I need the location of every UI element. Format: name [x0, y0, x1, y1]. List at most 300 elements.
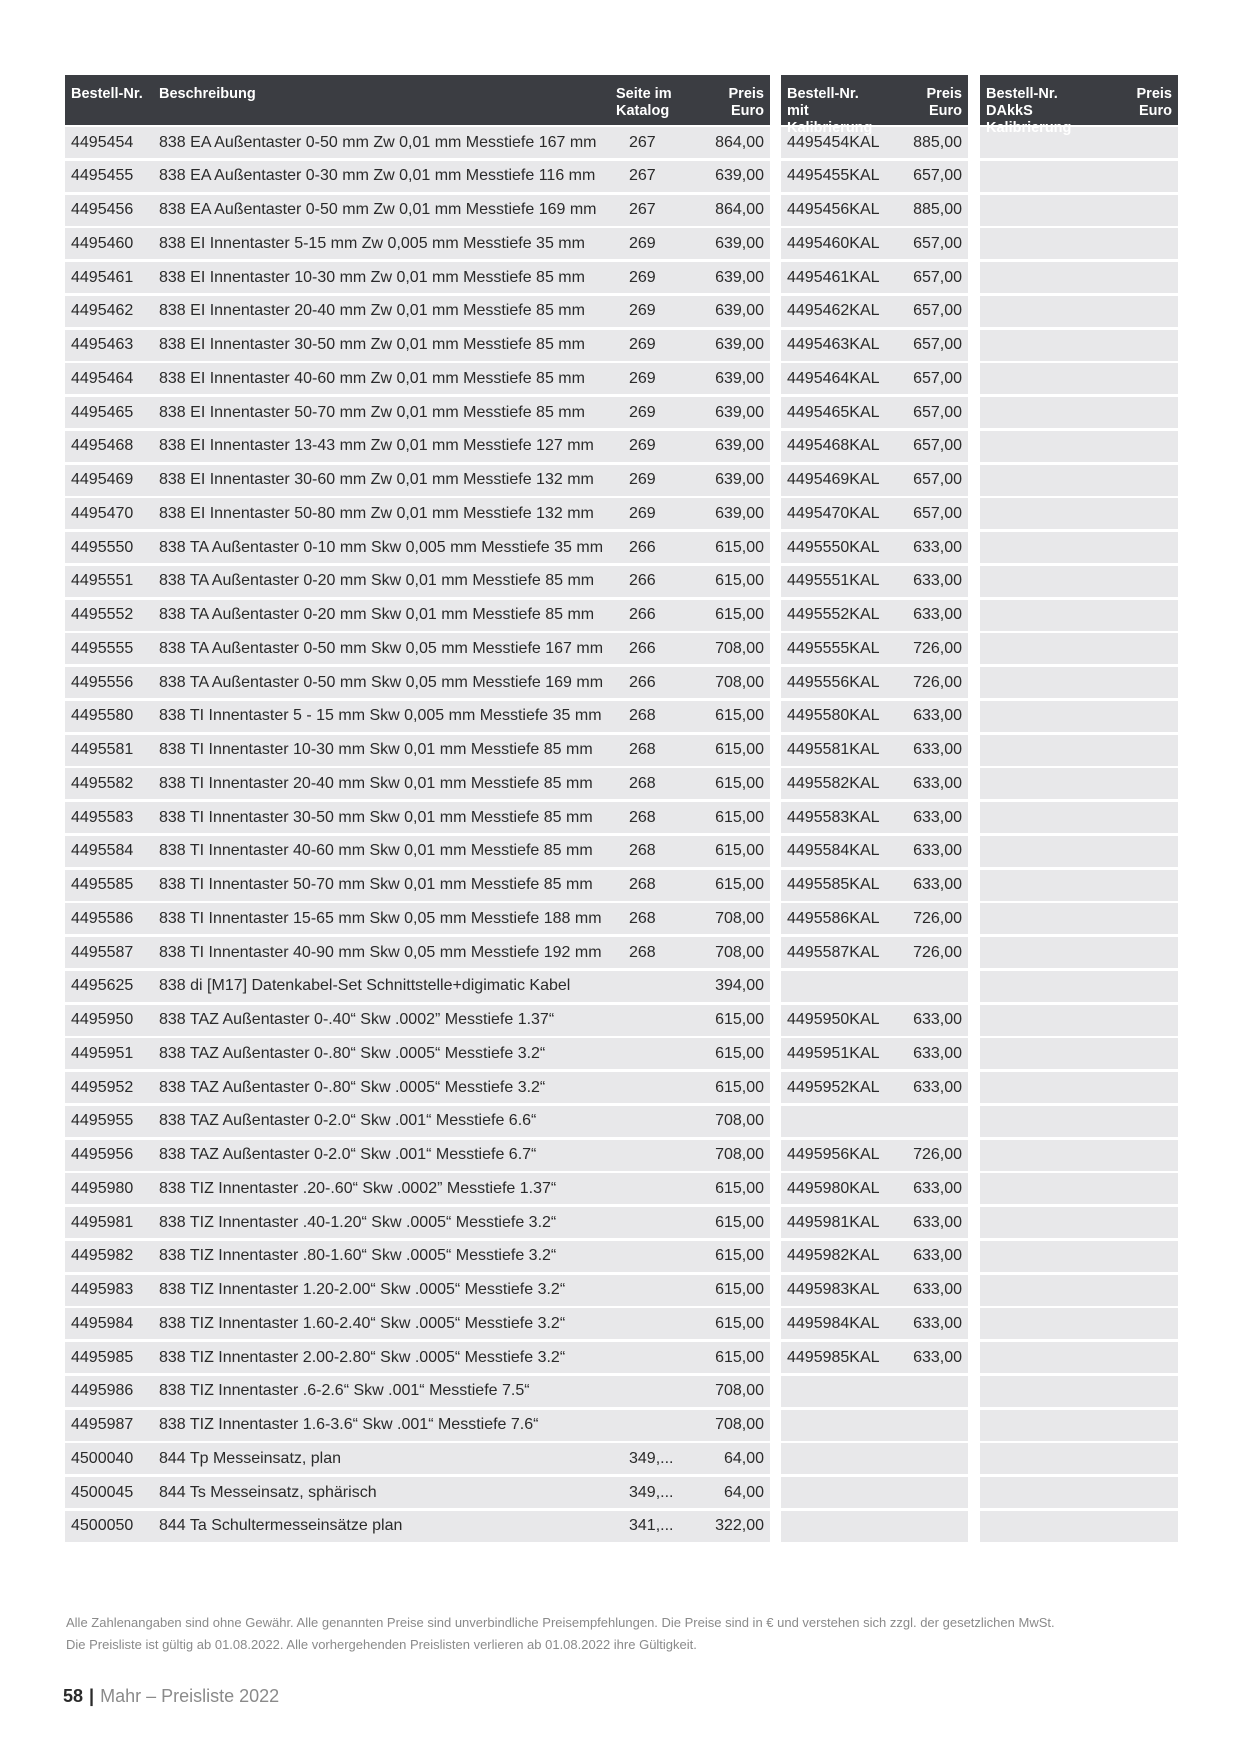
- kal-nr-cell: 4495454KAL: [787, 133, 880, 151]
- kal-nr-cell: 4495464KAL: [787, 369, 880, 387]
- beschreibung-cell: 838 TA Außentaster 0-20 mm Skw 0,01 mm Messtiefe 85 mm: [159, 572, 595, 590]
- dakks-row: [980, 1342, 1178, 1373]
- table-row: [65, 937, 770, 968]
- beschreibung-cell: 838 TAZ Außentaster 0-.80“ Skw .0005“ Messtiefe 3.2“: [159, 1078, 546, 1096]
- dakks-row: [980, 971, 1178, 1002]
- seite-cell: 268: [629, 774, 656, 792]
- beschreibung-cell: 838 TI Innentaster 5 - 15 mm Skw 0,005 mm Messtiefe 35 mm: [159, 707, 602, 725]
- preis-cell: 639,00: [715, 369, 764, 387]
- header-seite-line2: Katalog: [616, 103, 670, 119]
- table-row: [65, 127, 770, 158]
- calibration-row: [781, 1275, 968, 1306]
- calibration-row: [781, 1106, 968, 1137]
- preis-cell: 639,00: [715, 437, 764, 455]
- calibration-row: [781, 330, 968, 361]
- dakks-row: [980, 903, 1178, 934]
- calibration-row: [781, 1376, 968, 1407]
- calibration-row: [781, 768, 968, 799]
- dakks-row: [980, 1376, 1178, 1407]
- seite-cell: 267: [629, 201, 656, 218]
- beschreibung-cell: 838 TAZ Außentaster 0-2.0“ Skw .001“ Messtiefe 6.6“: [159, 1112, 537, 1130]
- kal-preis-cell: 657,00: [913, 369, 962, 387]
- calibration-row: [781, 667, 968, 698]
- kal-preis-cell: 633,00: [913, 808, 962, 826]
- calibration-row: [781, 465, 968, 496]
- kal-preis-cell: 657,00: [913, 167, 962, 185]
- table-row: [65, 1241, 770, 1272]
- preis-cell: 615,00: [715, 606, 764, 623]
- table-row: [65, 1005, 770, 1036]
- table-row: [65, 1173, 770, 1204]
- header-kal-nr: [781, 86, 903, 137]
- bestell-nr-cell: 4495469: [71, 471, 134, 488]
- bestell-nr-cell: 4495465: [71, 403, 134, 421]
- kal-nr-cell: 4495460KAL: [787, 234, 880, 252]
- table-row: [65, 1207, 770, 1238]
- kal-nr-cell: 4495585KAL: [787, 876, 880, 893]
- calibration-row: [781, 397, 968, 428]
- dakks-row: [980, 802, 1178, 833]
- dakks-row: [980, 633, 1178, 664]
- bestell-nr-cell: 4495580: [71, 707, 134, 725]
- dakks-row: [980, 195, 1178, 226]
- calibration-row: [781, 1241, 968, 1272]
- kal-preis-cell: 633,00: [913, 538, 962, 556]
- beschreibung-cell: 838 TA Außentaster 0-10 mm Skw 0,005 mm Messtiefe 35 mm: [159, 538, 604, 556]
- dakks-row: [980, 296, 1178, 327]
- beschreibung-cell: 844 Ts Messeinsatz, sphärisch: [159, 1483, 377, 1501]
- kal-nr-cell: 4495555KAL: [787, 639, 880, 657]
- seite-cell: 267: [629, 167, 656, 185]
- dakks-row: [980, 1038, 1178, 1069]
- header-kal-preis-line1: Preis: [926, 86, 962, 102]
- dakks-table-header: [980, 75, 1178, 136]
- kal-nr-cell: 4495950KAL: [787, 1011, 880, 1028]
- bestell-nr-cell: 4495470: [71, 504, 134, 522]
- seite-cell: 269: [629, 336, 656, 353]
- table-row: [65, 228, 770, 259]
- bestell-nr-cell: 4495456: [71, 201, 134, 218]
- kal-nr-cell: 4495981KAL: [787, 1213, 880, 1231]
- table-row: [65, 330, 770, 361]
- dakks-row: [980, 735, 1178, 766]
- table-row: [65, 431, 770, 462]
- seite-cell: 266: [629, 606, 656, 623]
- table-row: [65, 600, 770, 631]
- kal-preis-cell: 633,00: [913, 1314, 962, 1332]
- seite-cell: 268: [629, 808, 656, 826]
- preis-cell: 708,00: [715, 639, 764, 657]
- kal-nr-cell: 4495982KAL: [787, 1247, 880, 1265]
- dakks-row: [980, 701, 1178, 732]
- bestell-nr-cell: 4495985: [71, 1348, 134, 1366]
- calibration-row: [781, 1038, 968, 1069]
- table-row: [65, 701, 770, 732]
- dakks-row: [980, 1511, 1178, 1542]
- dakks-row: [980, 1477, 1178, 1508]
- preis-cell: 64,00: [723, 1449, 764, 1467]
- kal-preis-cell: 633,00: [913, 572, 962, 590]
- dakks-row: [980, 1106, 1178, 1137]
- bestell-nr-cell: 4495955: [71, 1112, 134, 1130]
- table-row: [65, 1308, 770, 1339]
- calibration-row: [781, 836, 968, 867]
- kal-nr-cell: 4495983KAL: [787, 1281, 880, 1298]
- table-row: [65, 1140, 770, 1171]
- header-seite-line1: Seite im: [616, 86, 672, 102]
- seite-cell: 269: [629, 268, 656, 286]
- preis-cell: 615,00: [715, 1348, 764, 1366]
- calibration-row: [781, 431, 968, 462]
- calibration-row: [781, 1511, 968, 1542]
- footnote-line1: Alle Zahlenangaben sind ohne Gewähr. Alle genannten Preise sind unverbindliche Preisempfehlungen. Die Preise sind in € und verstehen sich zzgl. der gesetzlichen MwSt.: [66, 1615, 1055, 1630]
- preis-cell: 615,00: [715, 1044, 764, 1062]
- dakks-row: [980, 262, 1178, 293]
- footnote: [66, 1612, 1176, 1656]
- header-kal-nr-line1: Bestell-Nr.: [787, 86, 859, 102]
- kal-nr-cell: 4495584KAL: [787, 842, 880, 860]
- preis-cell: 864,00: [715, 201, 764, 218]
- kal-nr-cell: 4495581KAL: [787, 741, 880, 758]
- kal-preis-cell: 633,00: [913, 741, 962, 758]
- header-beschreibung: Beschreibung: [159, 86, 256, 102]
- header-kal-preis: [903, 86, 968, 120]
- seite-cell: 266: [629, 639, 656, 657]
- calibration-row: [781, 903, 968, 934]
- dakks-row: [980, 161, 1178, 192]
- kal-preis-cell: 657,00: [913, 268, 962, 286]
- kal-preis-cell: 657,00: [913, 471, 962, 488]
- header-dakks-nr: [980, 86, 1128, 137]
- kal-nr-cell: 4495583KAL: [787, 808, 880, 826]
- calibration-row: [781, 1410, 968, 1441]
- calibration-row: [781, 1173, 968, 1204]
- bestell-nr-cell: 4495551: [71, 572, 134, 590]
- kal-preis-cell: 657,00: [913, 302, 962, 320]
- dakks-row: [980, 1005, 1178, 1036]
- kal-nr-cell: 4495456KAL: [787, 201, 880, 218]
- table-row: [65, 532, 770, 563]
- dakks-row: [980, 397, 1178, 428]
- kal-preis-cell: 633,00: [913, 774, 962, 792]
- table-row: [65, 1443, 770, 1474]
- table-row: [65, 195, 770, 226]
- bestell-nr-cell: 4495984: [71, 1314, 134, 1332]
- bestell-nr-cell: 4495625: [71, 977, 134, 995]
- kal-nr-cell: 4495468KAL: [787, 437, 880, 455]
- beschreibung-cell: 838 TI Innentaster 40-90 mm Skw 0,05 mm Messtiefe 192 mm: [159, 943, 602, 961]
- bestell-nr-cell: 4495950: [71, 1011, 134, 1028]
- bestell-nr-cell: 4495468: [71, 437, 134, 455]
- bestell-nr-cell: 4495981: [71, 1213, 134, 1231]
- preis-cell: 394,00: [715, 977, 764, 995]
- seite-cell: 341,...: [629, 1517, 674, 1535]
- dakks-row: [980, 363, 1178, 394]
- table-row: [65, 161, 770, 192]
- seite-cell: 269: [629, 471, 656, 488]
- seite-cell: 349,...: [629, 1449, 674, 1467]
- seite-cell: 268: [629, 707, 656, 725]
- kal-nr-cell: 4495556KAL: [787, 673, 880, 691]
- table-row: [65, 296, 770, 327]
- price-table-body: [65, 127, 770, 1542]
- beschreibung-cell: 838 TI Innentaster 50-70 mm Skw 0,01 mm Messtiefe 85 mm: [159, 876, 593, 893]
- header-dakks-nr-line1: Bestell-Nr.: [986, 86, 1058, 102]
- preis-cell: 615,00: [715, 1247, 764, 1265]
- preis-cell: 615,00: [715, 774, 764, 792]
- beschreibung-cell: 838 TAZ Außentaster 0-.40“ Skw .0002” Messtiefe 1.37“: [159, 1011, 555, 1028]
- seite-cell: 266: [629, 572, 656, 590]
- bestell-nr-cell: 4500045: [71, 1483, 134, 1501]
- preis-cell: 639,00: [715, 336, 764, 353]
- beschreibung-cell: 838 EI Innentaster 10-30 mm Zw 0,01 mm Messtiefe 85 mm: [159, 268, 585, 286]
- kal-preis-cell: 657,00: [913, 234, 962, 252]
- bestell-nr-cell: 4495462: [71, 302, 134, 320]
- preis-cell: 64,00: [723, 1483, 764, 1501]
- kal-preis-cell: 885,00: [913, 201, 962, 218]
- dakks-row: [980, 532, 1178, 563]
- table-row: [65, 1477, 770, 1508]
- calibration-row: [781, 1308, 968, 1339]
- table-row: [65, 870, 770, 901]
- dakks-row: [980, 1140, 1178, 1171]
- preis-cell: 615,00: [715, 876, 764, 893]
- seite-cell: 269: [629, 403, 656, 421]
- preis-cell: 615,00: [715, 842, 764, 860]
- seite-cell: 268: [629, 909, 656, 927]
- preis-cell: 615,00: [715, 1281, 764, 1298]
- beschreibung-cell: 838 EI Innentaster 50-70 mm Zw 0,01 mm Messtiefe 85 mm: [159, 403, 585, 421]
- beschreibung-cell: 838 TI Innentaster 10-30 mm Skw 0,01 mm Messtiefe 85 mm: [159, 741, 593, 758]
- table-row: [65, 465, 770, 496]
- table-row: [65, 971, 770, 1002]
- calibration-row: [781, 633, 968, 664]
- dakks-row: [980, 228, 1178, 259]
- table-row: [65, 667, 770, 698]
- calibration-row: [781, 228, 968, 259]
- table-row: [65, 903, 770, 934]
- calibration-row: [781, 802, 968, 833]
- bestell-nr-cell: 4495552: [71, 606, 134, 623]
- bestell-nr-cell: 4495464: [71, 369, 134, 387]
- bestell-nr-cell: 4495461: [71, 268, 134, 286]
- kal-preis-cell: 633,00: [913, 1179, 962, 1197]
- bestell-nr-cell: 4495463: [71, 336, 134, 353]
- kal-nr-cell: 4495470KAL: [787, 504, 880, 522]
- kal-preis-cell: 657,00: [913, 437, 962, 455]
- kal-nr-cell: 4495586KAL: [787, 909, 880, 927]
- calibration-table: [781, 75, 968, 1545]
- kal-preis-cell: 633,00: [913, 1281, 962, 1298]
- calibration-row: [781, 1342, 968, 1373]
- kal-preis-cell: 633,00: [913, 1044, 962, 1062]
- dakks-row: [980, 768, 1178, 799]
- dakks-row: [980, 1410, 1178, 1441]
- seite-cell: 268: [629, 741, 656, 758]
- table-row: [65, 1275, 770, 1306]
- kal-preis-cell: 633,00: [913, 876, 962, 893]
- beschreibung-cell: 838 di [M17] Datenkabel-Set Schnittstelle+digimatic Kabel: [159, 977, 571, 995]
- dakks-row: [980, 1275, 1178, 1306]
- preis-cell: 708,00: [715, 909, 764, 927]
- beschreibung-cell: 838 EI Innentaster 5-15 mm Zw 0,005 mm Messtiefe 35 mm: [159, 234, 585, 252]
- dakks-row: [980, 1207, 1178, 1238]
- kal-nr-cell: 4495465KAL: [787, 403, 880, 421]
- table-row: [65, 1342, 770, 1373]
- preis-cell: 615,00: [715, 538, 764, 556]
- dakks-row: [980, 498, 1178, 529]
- footer-title: Mahr – Preisliste 2022: [100, 1686, 280, 1706]
- seite-cell: 269: [629, 234, 656, 252]
- beschreibung-cell: 838 TIZ Innentaster .6-2.6“ Skw .001“ Messtiefe 7.5“: [159, 1382, 530, 1400]
- kal-preis-cell: 633,00: [913, 1078, 962, 1096]
- calibration-row: [781, 1140, 968, 1171]
- kal-nr-cell: 4495951KAL: [787, 1044, 880, 1062]
- bestell-nr-cell: 4495982: [71, 1247, 134, 1265]
- preis-cell: 639,00: [715, 403, 764, 421]
- calibration-table-header: [781, 75, 968, 136]
- kal-nr-cell: 4495551KAL: [787, 572, 880, 590]
- table-row: [65, 566, 770, 597]
- preis-cell: 708,00: [715, 1112, 764, 1130]
- preis-cell: 615,00: [715, 707, 764, 725]
- dakks-row: [980, 566, 1178, 597]
- seite-cell: 269: [629, 437, 656, 455]
- beschreibung-cell: 838 EA Außentaster 0-50 mm Zw 0,01 mm Messtiefe 167 mm: [159, 133, 597, 151]
- preis-cell: 708,00: [715, 1382, 764, 1400]
- header-dakks-preis-line2: Euro: [1138, 103, 1172, 119]
- footer-separator: |: [89, 1686, 95, 1706]
- bestell-nr-cell: 4495454: [71, 133, 134, 151]
- kal-nr-cell: 4495455KAL: [787, 167, 880, 185]
- seite-cell: 269: [629, 302, 656, 320]
- preis-cell: 708,00: [715, 1146, 764, 1163]
- header-kal-nr-line2: mit Kalibrierung: [787, 103, 873, 136]
- bestell-nr-cell: 4495460: [71, 234, 134, 252]
- table-row: [65, 1511, 770, 1542]
- dakks-row: [980, 465, 1178, 496]
- preis-cell: 322,00: [715, 1517, 764, 1535]
- preis-cell: 639,00: [715, 471, 764, 488]
- bestell-nr-cell: 4495587: [71, 943, 134, 961]
- seite-cell: 349,...: [629, 1483, 674, 1501]
- table-row: [65, 735, 770, 766]
- calibration-row: [781, 532, 968, 563]
- bestell-nr-cell: 4495987: [71, 1416, 134, 1433]
- table-row: [65, 768, 770, 799]
- seite-cell: 266: [629, 673, 656, 691]
- bestell-nr-cell: 4495550: [71, 538, 134, 556]
- table-row: [65, 836, 770, 867]
- beschreibung-cell: 838 TIZ Innentaster 2.00-2.80“ Skw .0005“ Messtiefe 3.2“: [159, 1348, 566, 1366]
- kal-preis-cell: 885,00: [913, 133, 962, 151]
- bestell-nr-cell: 4495951: [71, 1044, 134, 1062]
- bestell-nr-cell: 4495581: [71, 741, 134, 758]
- beschreibung-cell: 844 Ta Schultermesseinsätze plan: [159, 1517, 403, 1535]
- kal-preis-cell: 657,00: [913, 504, 962, 522]
- page-number: 58: [63, 1686, 84, 1706]
- kal-preis-cell: 726,00: [913, 639, 962, 657]
- beschreibung-cell: 838 EA Außentaster 0-50 mm Zw 0,01 mm Messtiefe 169 mm: [159, 201, 597, 218]
- table-row: [65, 1038, 770, 1069]
- dakks-row: [980, 937, 1178, 968]
- dakks-row: [980, 667, 1178, 698]
- seite-cell: 266: [629, 538, 656, 556]
- calibration-row: [781, 971, 968, 1002]
- calibration-row: [781, 296, 968, 327]
- preis-cell: 615,00: [715, 1213, 764, 1231]
- page-footer: [63, 1686, 279, 1707]
- calibration-row: [781, 498, 968, 529]
- seite-cell: 268: [629, 842, 656, 860]
- beschreibung-cell: 838 TA Außentaster 0-50 mm Skw 0,05 mm Messtiefe 167 mm: [159, 639, 604, 657]
- kal-preis-cell: 657,00: [913, 336, 962, 353]
- table-row: [65, 262, 770, 293]
- bestell-nr-cell: 4495455: [71, 167, 134, 185]
- kal-preis-cell: 726,00: [913, 673, 962, 691]
- kal-preis-cell: 726,00: [913, 909, 962, 927]
- calibration-row: [781, 1072, 968, 1103]
- price-table: [65, 75, 770, 1545]
- kal-nr-cell: 4495582KAL: [787, 774, 880, 792]
- dakks-table-body: [980, 127, 1178, 1542]
- seite-cell: 269: [629, 504, 656, 522]
- beschreibung-cell: 838 TIZ Innentaster .20-.60“ Skw .0002” Messtiefe 1.37“: [159, 1179, 557, 1197]
- header-dakks-preis: [1128, 86, 1178, 120]
- kal-preis-cell: 633,00: [913, 1348, 962, 1366]
- calibration-row: [781, 1443, 968, 1474]
- dakks-row: [980, 836, 1178, 867]
- bestell-nr-cell: 4495952: [71, 1078, 134, 1096]
- dakks-row: [980, 1072, 1178, 1103]
- beschreibung-cell: 838 EA Außentaster 0-30 mm Zw 0,01 mm Messtiefe 116 mm: [159, 167, 596, 185]
- bestell-nr-cell: 4495582: [71, 774, 134, 792]
- calibration-row: [781, 701, 968, 732]
- beschreibung-cell: 838 TAZ Außentaster 0-2.0“ Skw .001“ Messtiefe 6.7“: [159, 1146, 537, 1163]
- preis-cell: 615,00: [715, 741, 764, 758]
- calibration-row: [781, 566, 968, 597]
- beschreibung-cell: 838 TIZ Innentaster .80-1.60“ Skw .0005“ Messtiefe 3.2“: [159, 1247, 557, 1265]
- preis-cell: 615,00: [715, 1011, 764, 1028]
- beschreibung-cell: 838 EI Innentaster 30-50 mm Zw 0,01 mm Messtiefe 85 mm: [159, 336, 585, 353]
- dakks-row: [980, 431, 1178, 462]
- bestell-nr-cell: 4495584: [71, 842, 134, 860]
- table-row: [65, 1106, 770, 1137]
- beschreibung-cell: 838 TAZ Außentaster 0-.80“ Skw .0005“ Messtiefe 3.2“: [159, 1044, 546, 1062]
- beschreibung-cell: 838 TIZ Innentaster 1.20-2.00“ Skw .0005“ Messtiefe 3.2“: [159, 1281, 566, 1298]
- beschreibung-cell: 838 TI Innentaster 15-65 mm Skw 0,05 mm Messtiefe 188 mm: [159, 909, 602, 927]
- preis-cell: 615,00: [715, 1078, 764, 1096]
- preis-cell: 615,00: [715, 1179, 764, 1197]
- kal-preis-cell: 726,00: [913, 943, 962, 961]
- calibration-table-body: [781, 127, 968, 1542]
- beschreibung-cell: 838 EI Innentaster 13-43 mm Zw 0,01 mm Messtiefe 127 mm: [159, 437, 594, 455]
- kal-preis-cell: 633,00: [913, 842, 962, 860]
- table-row: [65, 802, 770, 833]
- dakks-row: [980, 1308, 1178, 1339]
- beschreibung-cell: 838 TIZ Innentaster .40-1.20“ Skw .0005“ Messtiefe 3.2“: [159, 1213, 557, 1231]
- beschreibung-cell: 838 EI Innentaster 20-40 mm Zw 0,01 mm Messtiefe 85 mm: [159, 302, 585, 320]
- beschreibung-cell: 838 TI Innentaster 40-60 mm Skw 0,01 mm Messtiefe 85 mm: [159, 842, 593, 860]
- preis-cell: 615,00: [715, 808, 764, 826]
- kal-nr-cell: 4495952KAL: [787, 1078, 880, 1096]
- kal-preis-cell: 633,00: [913, 606, 962, 623]
- bestell-nr-cell: 4495555: [71, 639, 134, 657]
- kal-nr-cell: 4495587KAL: [787, 943, 880, 961]
- kal-preis-cell: 633,00: [913, 1011, 962, 1028]
- table-row: [65, 633, 770, 664]
- dakks-row: [980, 330, 1178, 361]
